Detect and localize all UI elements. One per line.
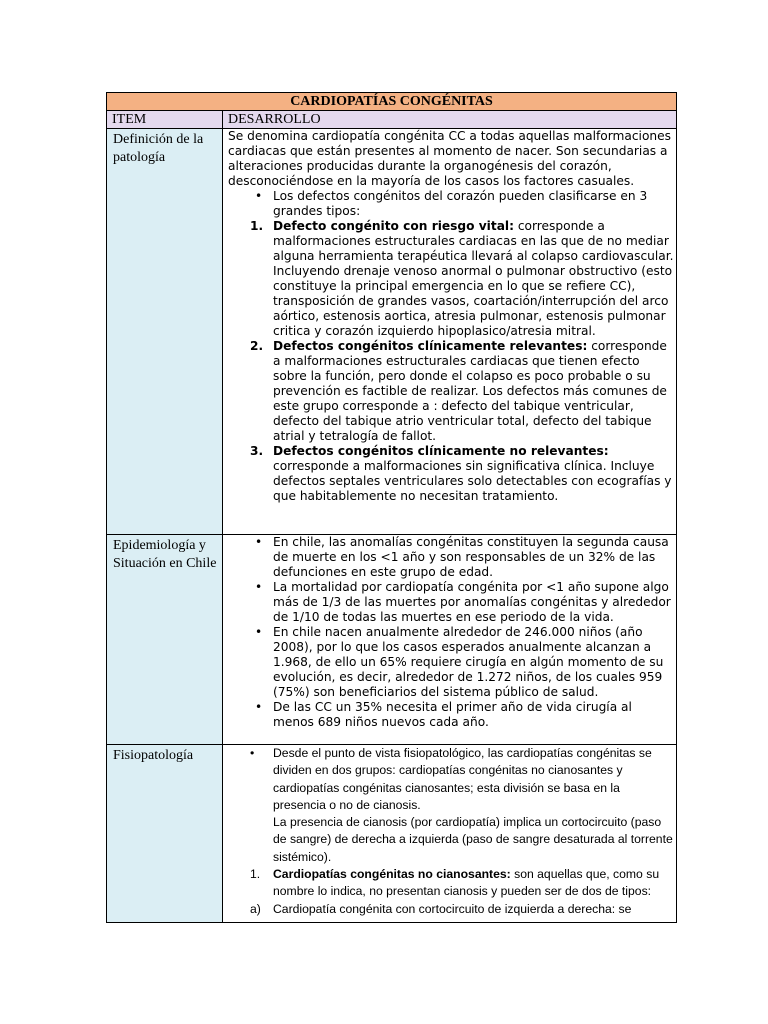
list-number: 3. <box>250 444 264 458</box>
bullet-icon: • <box>255 625 263 639</box>
bullet-text: De las CC un 35% necesita el primer año de vida cirugía al menos 689 niños nuevos cada año. <box>273 700 632 729</box>
bullet-text: Desde el punto de vista fisiopatológico, las cardiopatías congénitas se dividen en dos grupos: cardiopatías congénitas no cianosantes y cardiopatías congénitas cianosantes; esta división se basa en la presencia o no de cianosis. <box>273 746 652 812</box>
list-item <box>228 745 674 866</box>
list-text: son aquellas que, como su nombre lo indica, no presentan cianosis y pueden ser de dos de tipos: <box>273 867 660 899</box>
desarrollo-cell-definicion <box>223 129 677 535</box>
list-heading: Defectos congénitos clínicamente relevantes: <box>273 339 588 353</box>
title-row <box>107 93 677 111</box>
item-cell-fisiopatologia: Fisiopatología <box>107 745 223 923</box>
bullet-text: La mortalidad por cardiopatía congénita por <1 año supone algo más de 1/3 de las muertes por anomalías congénitas y alrededor de 1/10 de todas las muertes en ese periodo de la vida. <box>273 580 671 624</box>
bullet-continuation: La presencia de cianosis (por cardiopatía) implica un cortocircuito (paso de sangre) de derecha a izquierda (paso de sangre desaturada al torrente sistémico). <box>273 815 673 864</box>
bullet-icon: • <box>255 535 263 549</box>
header-row <box>107 111 677 129</box>
list-item <box>228 700 674 730</box>
list-item <box>228 219 674 339</box>
list-number: 2. <box>250 339 264 353</box>
item-cell-epidemiologia: Epidemiología y Situación en Chile <box>107 535 223 745</box>
table-title: CARDIOPATÍAS CONGÉNITAS <box>107 93 677 111</box>
bullet-icon: • <box>255 189 263 203</box>
bullet-text: En chile nacen anualmente alrededor de 246.000 niños (año 2008), por lo que los casos esperados anualmente alcanzan a 1.968, de ello un 65% requiere cirugía en algún momento de su evolución, es decir, alrededor de 1.272 niños, de los cuales 959 (75%) son beneficiarios del sistema público de salud. <box>273 625 664 699</box>
list-text: Cardiopatía congénita con cortocircuito de izquierda a derecha: se <box>273 901 632 916</box>
list-text: corresponde a malformaciones estructurales cardiacas en las que de no mediar alguna herramienta terapéutica llevará al colapso cardiovascular. Incluyendo drenaje venoso anormal o pulmonar obstructivo (esto constituye la principal emergencia en lo que se refiere CC), transposición de grandes vasos, coartación/interrupción del arco aórtico, estenosis aortica, atresia pulmonar, estenosis pulmonar critica y corazón izquierdo hipoplasico/atresia mitral. <box>273 219 674 338</box>
column-header-desarrollo: DESARROLLO <box>223 111 677 129</box>
column-header-item: ITEM <box>107 111 223 129</box>
bullet-icon: • <box>255 580 263 594</box>
list-item <box>228 444 674 504</box>
list-number: 1. <box>250 867 261 882</box>
bullet-text: En chile, las anomalías congénitas constituyen la segunda causa de muerte en los <1 año y son responsables de un 32% de las defunciones en este grupo de edad. <box>273 535 669 579</box>
list-heading: Defecto congénito con riesgo vital: <box>273 219 514 233</box>
desarrollo-cell-fisiopatologia <box>223 745 677 923</box>
list-item <box>228 866 674 901</box>
list-letter: a) <box>250 901 261 916</box>
list-item <box>228 580 674 625</box>
list-item <box>228 189 674 219</box>
item-cell-definicion: Definición de la patología <box>107 129 223 535</box>
list-heading: Defectos congénitos clínicamente no relevantes: <box>273 444 609 458</box>
list-text: corresponde a malformaciones sin significativa clínica. Incluye defectos septales ventriculares solo detectables con ecografías y que habitablemente no necesitan tratamiento. <box>273 459 672 503</box>
list-text: corresponde a malformaciones estructurales cardiacas que tienen efecto sobre la función, pero donde el colapso es poco probable o su prevención es factible de realizar. Los defectos más comunes de este grupo corresponde a : defecto del tabique ventricular, defecto del tabique atrio ventricular total, defecto del tabique atrial y tetralogía de fallot. <box>273 339 667 443</box>
list-item <box>228 339 674 444</box>
bullet-text: Los defectos congénitos del corazón pueden clasificarse en 3 grandes tipos: <box>273 189 648 218</box>
cardiopatias-table <box>106 92 677 923</box>
list-number: 1. <box>250 219 264 233</box>
bullet-icon: • <box>255 700 263 714</box>
table-row <box>107 535 677 745</box>
desarrollo-cell-epidemiologia <box>223 535 677 745</box>
list-heading: Cardiopatías congénitas no cianosantes: <box>273 867 511 882</box>
bullet-icon: • <box>250 746 255 760</box>
list-item <box>228 535 674 580</box>
table-row <box>107 745 677 923</box>
list-item <box>228 901 674 918</box>
definition-intro: Se denomina cardiopatía congénita CC a todas aquellas malformaciones cardiacas que están presentes al momento de nacer. Son secundarias a alteraciones producidas durante la organogénesis del corazón, desconociéndose en la mayoría de los casos los factores casuales. <box>228 129 671 188</box>
list-item <box>228 625 674 700</box>
table-row <box>107 129 677 535</box>
